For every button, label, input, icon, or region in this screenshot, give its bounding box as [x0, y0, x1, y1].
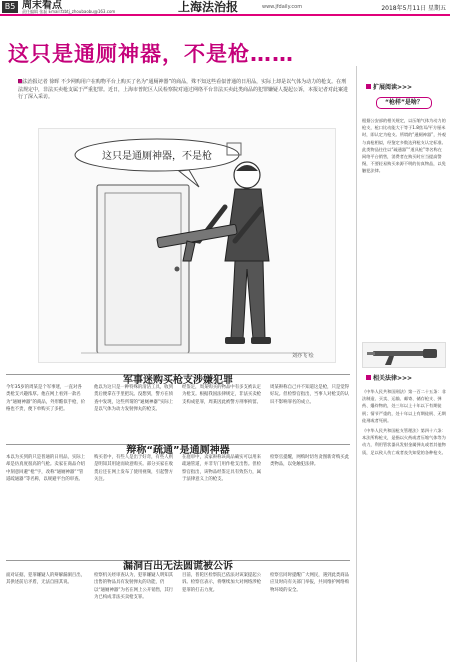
page-header — [0, 0, 450, 16]
main-headline: 这只是通厕神器，不是枪…… — [8, 42, 294, 66]
page-number-badge: B5 — [2, 1, 18, 13]
heading-marker-icon — [366, 84, 371, 89]
illustrator-credit: 刘亦飞 绘 — [292, 353, 314, 359]
subheading-3 — [6, 554, 350, 572]
sidebar-divider — [356, 66, 357, 662]
illustration-drawing — [39, 129, 335, 362]
heading-marker-icon — [366, 375, 371, 380]
section-name: 周末看点 — [22, 0, 62, 11]
law-paragraph-2: 《中华人民共和国枪支管理法》第四十六条：本法所称枪支，是指以火药或者压缩气体等为动力，利用管状器具发射金属弹丸或者其他物质，足以致人伤亡或者丧失知觉的各种枪支。 — [362, 428, 446, 455]
section-1-body — [6, 384, 350, 434]
subheading-2 — [6, 438, 350, 456]
sidebar-question-pill: “枪样”是啥？ — [376, 97, 432, 109]
lead-paragraph: □法治报记者 徐晖 不少网购用户在购物平台上购买了名为“通厕神器”的商品，殊不知这些看似普通的日用品，实际上却是以气体为动力的枪支。在刑法规定中，非法买卖枪支属于严重犯罪。近日，上海市普陀区人民检察院对通过网络平台非法买卖此类商品的犯罪嫌疑人提起公诉，本报记者对此案进行了深入采访。 — [18, 79, 349, 101]
sidebar-body-1: 根据公安部的相关规定，以压缩气体为动力的枪支，枪口比动能大于等于1.8焦耳/平方厘米时，即认定为枪支。所谓的“通厕神器”，外观与真枪相似，经鉴定多数达到枪支认定标准。此类物品往往以“疏通器”“道具枪”等名称在网络平台销售，消费者在购买时应当提高警惕，不要轻易购买来源不明的仿真物品，以免触犯法律。 — [362, 118, 446, 174]
sidebar-body-2 — [362, 388, 446, 664]
sidebar-heading-2-text: 相关法律>>> — [373, 375, 413, 382]
section-2-col-2: 购买者中，有些人是出于好奇，有些人则是明知其用途而故意购买。部分买家在收货后还在网上发布了使用视频，引起警方关注。 — [94, 455, 174, 482]
sidebar-heading-2 — [366, 373, 412, 382]
subheading-1 — [6, 368, 350, 386]
gun-product-photo — [362, 342, 446, 368]
section-1-col-3: 经鉴定，周某购买的物品中有多支被认定为枪支。根据我国法律规定，非法买卖枪支构成犯罪，周某因此被警方刑事拘留。 — [182, 385, 262, 405]
section-2-col-3: 在庭审中，卖家辩称该商品确实可以用来疏通管道，并非专门用作枪支出售。但检察官指出，该物品经鉴定具有致伤力，属于法律意义上的枪支。 — [182, 455, 262, 482]
section-1-col-4: 周某辩称自己并不知道这是枪，只是觉得好玩。但检察官指出，当事人对枪支的认识不影响罪名的成立。 — [270, 385, 350, 405]
section-1-col-2: 他以为这只是一种特殊的清洁工具，收到货后便拿在手里把玩。没想到，警方在侦查中发现，这些所谓的“通厕神器”实际上是以气体为动力发射弹丸的枪支。 — [94, 385, 174, 412]
section-3-col-1: 面对证据，犯罪嫌疑人的辩解漏洞百出，其供述前后矛盾，无法自圆其说。 — [6, 573, 86, 586]
law-paragraph-1: 《中华人民共和国刑法》第一百二十五条：非法制造、买卖、运输、邮寄、储存枪支、弹药、爆炸物的，处三年以上十年以下有期徒刑；情节严重的，处十年以上有期徒刑、无期徒刑或者死刑。 — [362, 389, 446, 423]
section-1-col-1: 今年35岁的周某是个军事迷，一直对各类枪支兴趣浓厚。他在网上看到一款名为“通厕神器”的商品，外形酷似手枪，价格也不贵，便下单购买了多把。 — [6, 385, 86, 412]
sidebar-heading-1 — [366, 82, 412, 91]
speech-bubble-text: 这只是通厕神器，不是枪 — [102, 151, 212, 162]
subheading-3-text: 漏洞百出无法圆谎被公诉 — [117, 561, 239, 573]
newspaper-logo: 上海法治报 — [178, 0, 239, 14]
subheading-1-text: 军事迷购买枪支涉嫌犯罪 — [117, 375, 239, 387]
website-url: www.jfdaily.com — [262, 4, 303, 10]
editor-meta: 责任编辑 张磊 Email:fzbtj_zhoubaobu@163.com — [22, 9, 116, 14]
subheading-2-text: 辩称“疏通”是通厕神器 — [120, 445, 235, 457]
cartoon-illustration — [38, 128, 336, 363]
section-3-col-3: 目前，普陀区检察院已依法对该案提起公诉。检察官表示，将继续加大对网络涉枪犯罪的打击力度。 — [182, 573, 262, 593]
issue-date: 2018年5月11日 星期五 — [381, 5, 446, 12]
section-2-col-1: 本以为买到的只是普通的日用品，实际上却是仿真度很高的气枪。卖家在商品介绍中刻意回避“枪”字，改称“通厕神器”“管道疏通器”等名称，以规避平台的审查。 — [6, 455, 86, 482]
section-2-body — [6, 454, 350, 548]
section-3-body — [6, 572, 350, 664]
section-2-col-4: 检察官提醒，网购时切勿贪图新奇购买此类物品，以免触犯法律。 — [270, 455, 350, 468]
section-3-col-2: 检察机关经审查认为，犯罪嫌疑人明知其出售的物品具有发射弹丸的功能，仍以“通厕神器”为名在网上公开销售，其行为已构成非法买卖枪支罪。 — [94, 573, 174, 600]
sidebar-heading-1-text: 扩展阅读>>> — [373, 84, 413, 91]
gun-silhouette-icon — [363, 343, 445, 367]
section-3-col-4: 检察官同时提醒广大网民，遇到此类商品应及时向有关部门举报，共同维护网络购物环境的安全。 — [270, 573, 350, 593]
